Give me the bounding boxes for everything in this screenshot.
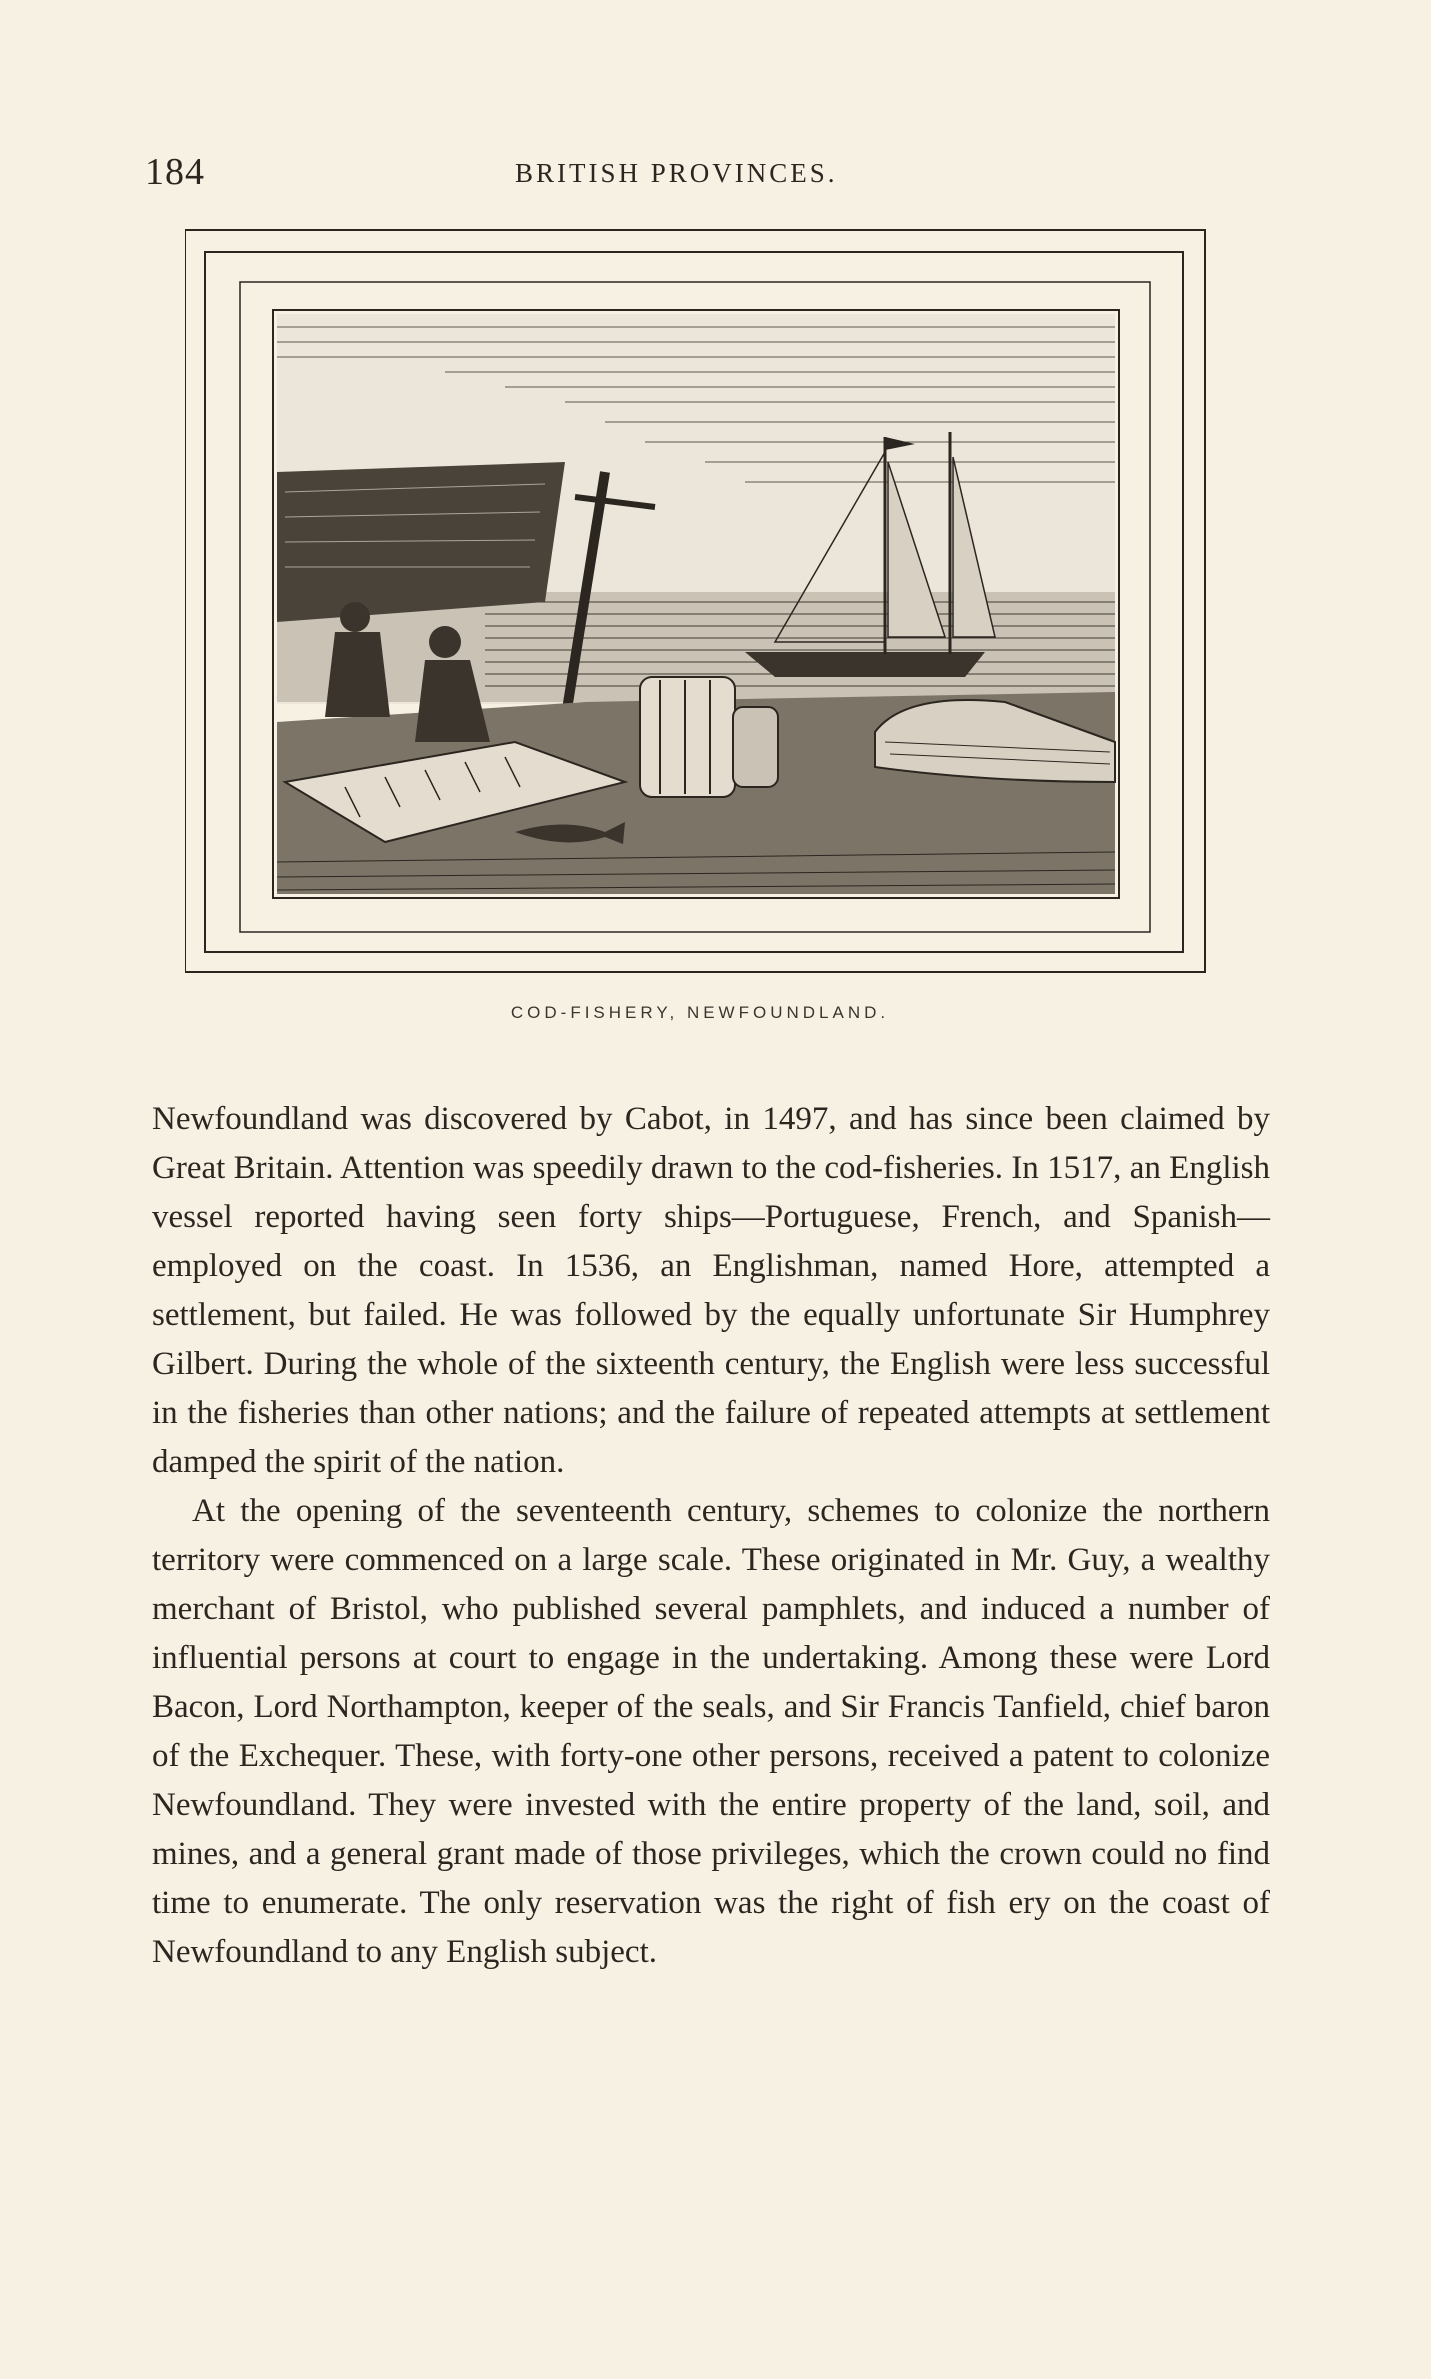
body-text — [152, 1095, 1270, 1977]
running-title: BRITISH PROVINCES. — [515, 158, 838, 188]
engraving-illustration-icon — [185, 222, 1215, 982]
paragraph: Newfoundland was discovered by Cabot, in 1497, and has since been claimed by Great Britain. Attention was speedily drawn to the cod-fisheries. In 1517, an English vessel reported having seen forty ships—Portuguese, French, and Spanish—employed on the coast. In 1536, an Englishman, named Hore, attempted a settlement, but failed. He was followed by the equally unfortunate Sir Humphrey Gilbert. During the whole of the sixteenth century, the English were less successful in the fisheries than other nations; and the failure of repeated attempts at settlement damped the spirit of the nation. — [152, 1101, 1270, 1480]
page-number: 184 — [145, 151, 205, 193]
page-header — [145, 150, 1275, 193]
cod-fishery-illustration — [185, 222, 1215, 982]
figure-caption: COD-FISHERY, NEWFOUNDLAND. — [510, 1003, 890, 1022]
paragraph: At the opening of the seventeenth century, schemes to colonize the northern territory were commenced on a large scale. These originated in Mr. Guy, a wealthy merchant of Bristol, who published several pamphlets, and induced a number of influential persons at court to engage in the undertaking. Among these were Lord Bacon, Lord Northampton, keeper of the seals, and Sir Francis Tanfield, chief baron of the Exchequer. These, with forty-one other persons, received a patent to colonize Newfoundland. They were invested with the entire property of the land, soil, and mines, and a general grant made of those privileges, which the crown could no find time to enumerate. The only reservation was the right of fish ery on the coast of Newfoundland to any English subject. — [152, 1493, 1270, 1970]
